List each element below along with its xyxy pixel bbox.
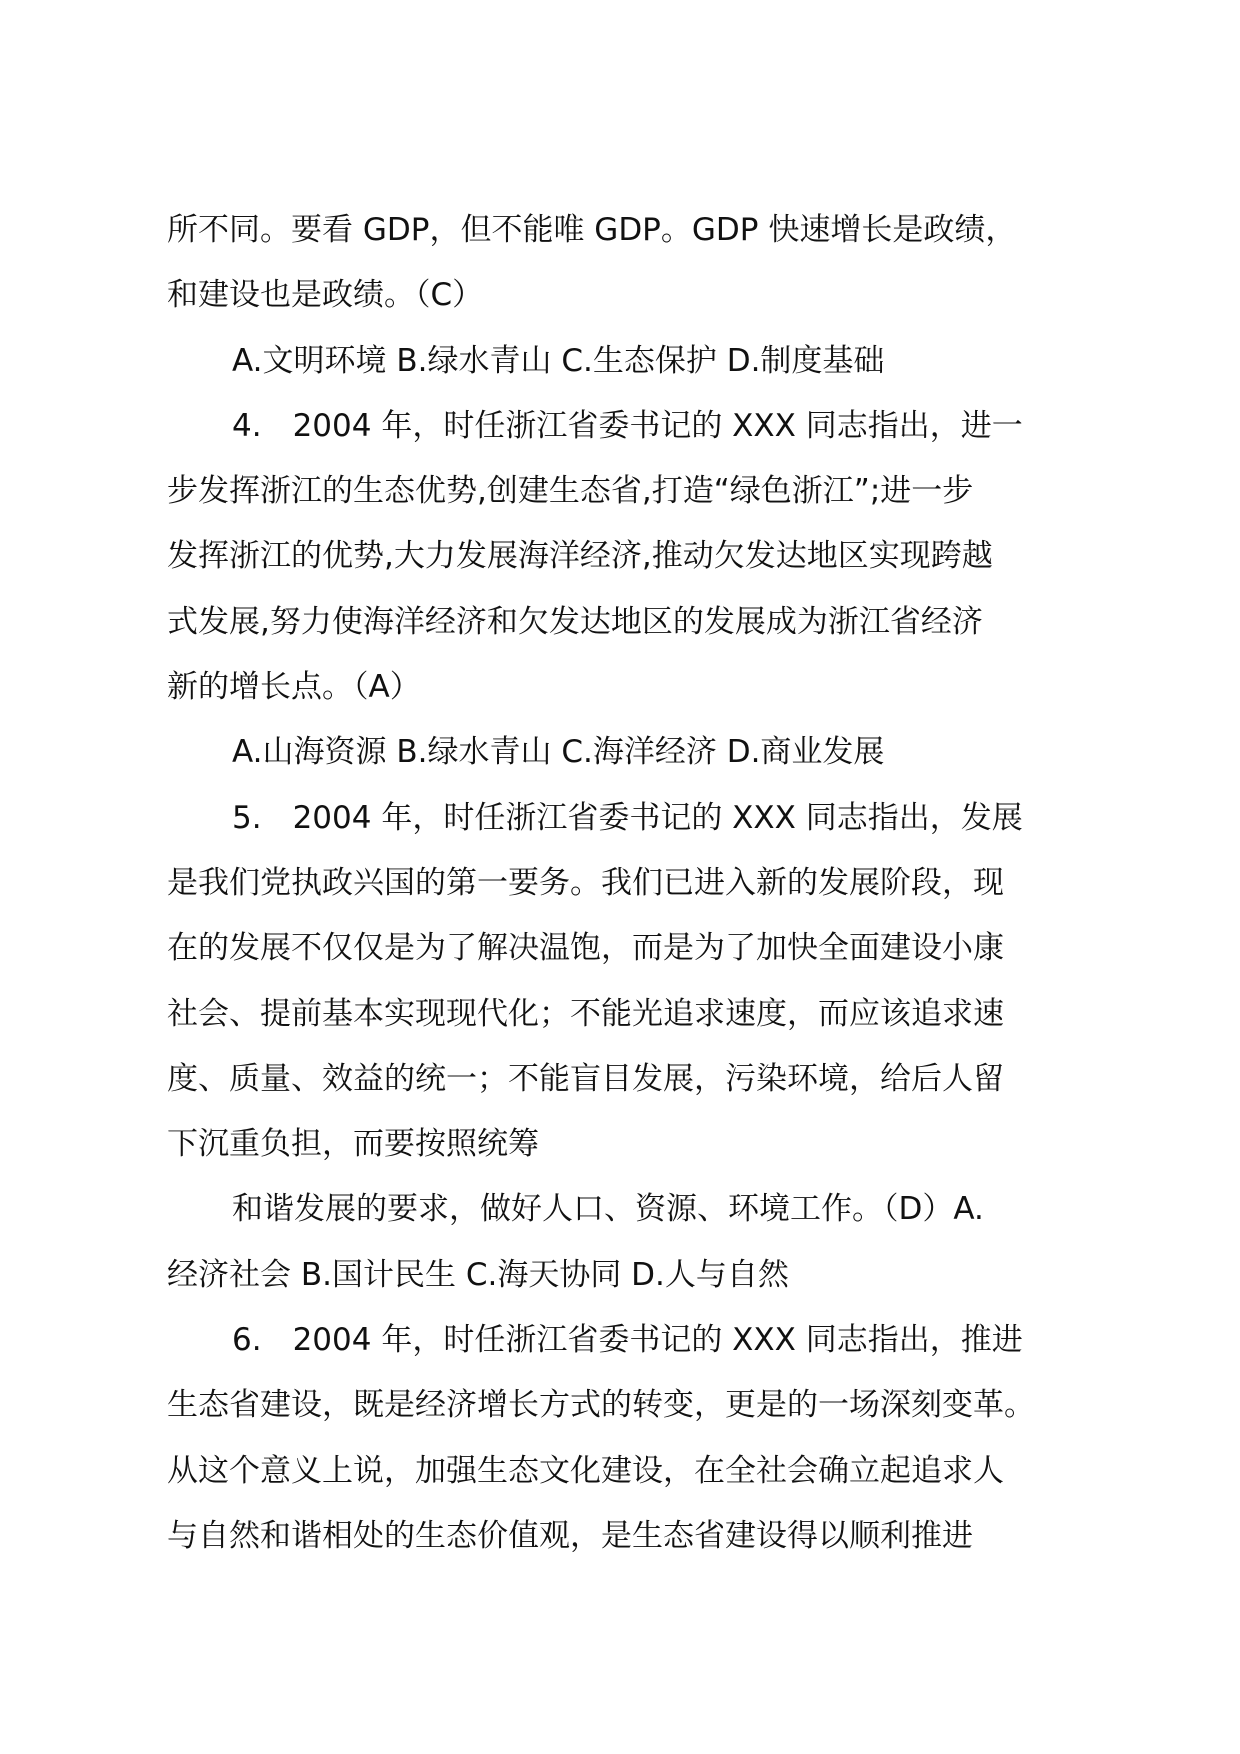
- text-line: 所不同。要看 GDP，但不能唯 GDP。GDP 快速增长是政绩，: [167, 212, 1017, 248]
- text-line: 是我们党执政兴国的第一要务。我们已进入新的发展阶段，现: [167, 864, 1004, 901]
- text-line: 从这个意义上说，加强生态文化建设，在全社会确立起追求人: [167, 1452, 1004, 1489]
- text-line: 发挥浙江的优势,大力发展海洋经济,推动欠发达地区实现跨越: [167, 538, 993, 575]
- text-line: 在的发展不仅仅是为了解决温饱，而是为了加快全面建设小康: [167, 930, 1004, 967]
- text-line: 与自然和谐相处的生态价值观，是生态省建设得以顺利推进: [167, 1517, 973, 1554]
- text-line: 社会、提前基本实现现代化；不能光追求速度，而应该追求速: [167, 995, 1004, 1032]
- text-line: 度、质量、效益的统一；不能盲目发展，污染环境，给后人留: [167, 1060, 1004, 1097]
- question-4-start: 4. 2004 年，时任浙江省委书记的 XXX 同志指出，进一: [232, 407, 1023, 444]
- answer-options-line: 经济社会 B.国计民生 C.海天协同 D.人与自然: [167, 1256, 789, 1293]
- text-line: 步发挥浙江的生态优势,创建生态省,打造“绿色浙江”;进一步: [167, 473, 974, 510]
- answer-options-line: A.山海资源 B.绿水青山 C.海洋经济 D.商业发展: [232, 734, 885, 771]
- text-line: 下沉重负担，而要按照统筹: [167, 1126, 539, 1163]
- question-6-start: 6. 2004 年，时任浙江省委书记的 XXX 同志指出，推进: [232, 1322, 1023, 1359]
- text-line: 和谐发展的要求，做好人口、资源、环境工作。（D）A.: [232, 1191, 984, 1228]
- document-body: [167, 198, 1087, 1569]
- text-line: 生态省建设，既是经济增长方式的转变，更是的一场深刻变革。: [167, 1387, 1035, 1424]
- answer-options-line: A.文明环境 B.绿水青山 C.生态保护 D.制度基础: [232, 342, 885, 379]
- question-5-start: 5. 2004 年，时任浙江省委书记的 XXX 同志指出，发展: [232, 799, 1023, 836]
- text-line: 和建设也是政绩。（C）: [167, 277, 484, 314]
- text-line: 新的增长点。（A）: [167, 669, 421, 706]
- text-line: 式发展,努力使海洋经济和欠发达地区的发展成为浙江省经济: [167, 603, 983, 640]
